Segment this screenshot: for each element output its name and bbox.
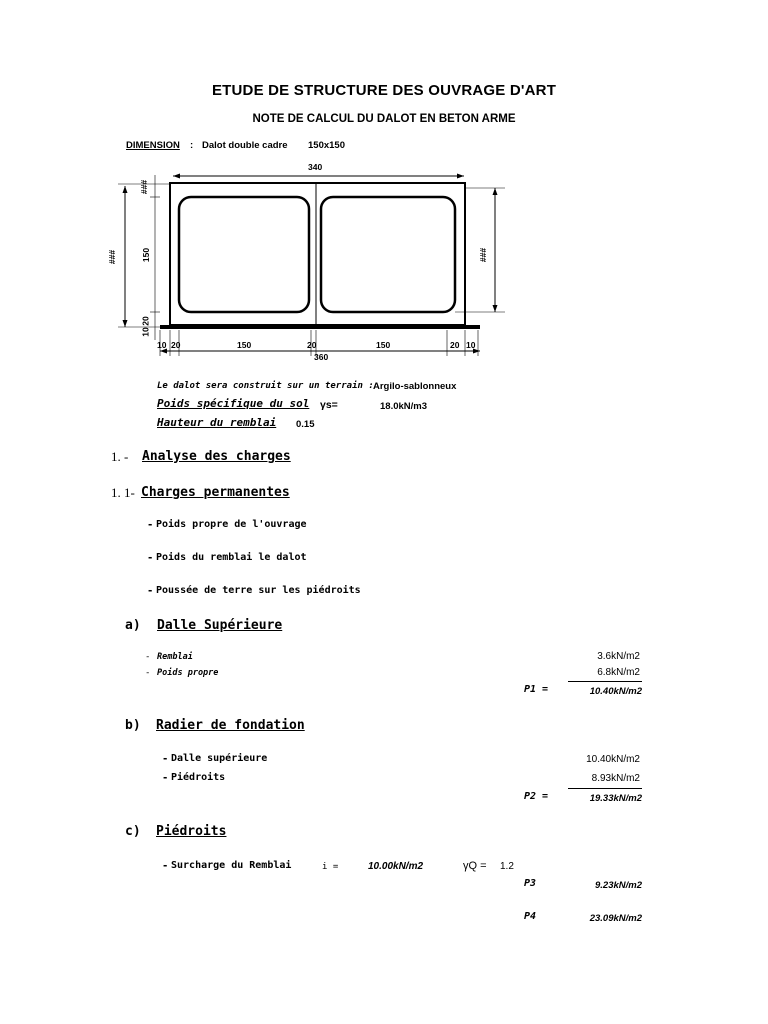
slab-sum-line: [568, 681, 642, 682]
dim-bottom-width: 360: [314, 352, 329, 362]
dimension-type: Dalot double cadre: [202, 140, 288, 151]
p3-label: P3: [524, 878, 537, 889]
dim-left-top-slab: ###: [139, 179, 150, 195]
raft-total-label: P2 =: [524, 791, 549, 802]
dim-left-height: 150: [141, 247, 152, 263]
list-dash: -: [145, 668, 151, 678]
slab-letter: a): [125, 618, 141, 633]
unit-weight-value: 18.0kN/m3: [380, 401, 428, 412]
slab-row-2-label: Poids propre: [157, 668, 219, 678]
raft-row-2-value: 8.93kN/m2: [591, 773, 640, 784]
left-dim-arrow-bottom: [123, 320, 128, 327]
slab-row-2-value: 6.8kN/m2: [597, 667, 640, 678]
list-dash: -: [162, 753, 169, 765]
dim-bottom-6: 20: [450, 340, 460, 350]
dim-left-total: ###: [107, 249, 118, 265]
document-subtitle: NOTE DE CALCUL DU DALOT EN BETON ARME: [252, 113, 516, 125]
dimension-size: 150x150: [308, 140, 345, 151]
culvert-outer-frame: [170, 183, 465, 325]
p4-value: 23.09kN/m2: [589, 913, 642, 924]
list-dash: -: [162, 860, 169, 872]
document-title: ETUDE DE STRUCTURE DES OUVRAGE D'ART: [211, 82, 557, 99]
section-1-number: 1. -: [111, 449, 129, 464]
bullet-dash: -: [147, 585, 154, 597]
p3-value: 9.23kN/m2: [594, 880, 642, 891]
soil-label: Le dalot sera construit sur un terrain :: [157, 381, 374, 391]
dimension-separator: :: [190, 140, 194, 151]
dim-left-bottom-20: 20: [140, 316, 151, 326]
list-dash: -: [162, 772, 169, 784]
walls-title: Piédroits: [156, 824, 227, 839]
dim-bottom-1: 10: [157, 340, 167, 350]
raft-row-1-label: Dalle supérieure: [171, 753, 268, 764]
bullet-item-3: Poussée de terre sur les piédroits: [156, 585, 361, 596]
gamma-q-value: 1.2: [500, 861, 514, 872]
left-dim-arrow-top: [123, 186, 128, 193]
fill-height-label: Hauteur du remblai: [157, 416, 277, 429]
bullet-dash: -: [147, 519, 154, 531]
p4-label: P4: [524, 911, 537, 922]
gamma-s-symbol: γs=: [320, 399, 338, 411]
dim-bottom-2: 20: [171, 340, 181, 350]
surcharge-label: Surcharge du Remblai: [171, 860, 292, 871]
fill-height-value: 0.15: [296, 419, 315, 430]
dim-bottom-5: 150: [376, 340, 391, 350]
cell-right: [321, 197, 455, 312]
slab-total-value: 10.40kN/m2: [589, 686, 642, 697]
top-dim-arrow-right: [457, 174, 464, 179]
slab-row-1-value: 3.6kN/m2: [597, 651, 640, 662]
dim-top-width: 340: [308, 162, 323, 172]
raft-row-1-value: 10.40kN/m2: [586, 754, 640, 765]
bullet-item-1: Poids propre de l'ouvrage: [156, 519, 307, 530]
raft-title: Radier de fondation: [156, 718, 305, 733]
gamma-q-label: γQ =: [463, 860, 487, 872]
section-1-1-title: Charges permanentes: [141, 485, 290, 500]
i-label: i =: [322, 862, 339, 872]
section-1-1-number: 1. 1-: [111, 485, 135, 500]
slab-row-1-label: Remblai: [157, 652, 193, 662]
base-slab: [160, 325, 480, 329]
raft-row-2-label: Piédroits: [171, 772, 226, 783]
dim-left-bottom-10: 10: [140, 327, 151, 337]
list-dash: -: [145, 652, 151, 662]
unit-weight-label: Poids spécifique du sol: [157, 397, 310, 410]
bullet-dash: -: [147, 552, 154, 564]
slab-total-label: P1 =: [524, 684, 549, 695]
bullet-item-2: Poids du remblai le dalot: [156, 552, 307, 563]
raft-letter: b): [125, 718, 141, 733]
right-dim-arrow-bottom: [493, 305, 498, 312]
soil-value: Argilo-sablonneux: [373, 381, 457, 392]
dim-bottom-4: 20: [307, 340, 317, 350]
slab-title: Dalle Supérieure: [157, 618, 283, 633]
raft-total-value: 19.33kN/m2: [589, 793, 642, 804]
section-1-title: Analyse des charges: [142, 449, 291, 464]
right-dim-arrow-top: [493, 188, 498, 195]
walls-letter: c): [125, 824, 141, 839]
top-dim-arrow-left: [173, 174, 180, 179]
dim-bottom-3: 150: [237, 340, 252, 350]
i-value: 10.00kN/m2: [368, 861, 424, 872]
dim-bottom-7: 10: [466, 340, 476, 350]
raft-sum-line: [568, 788, 642, 789]
dim-right-height: ###: [478, 247, 489, 263]
dimension-label: DIMENSION: [126, 140, 180, 151]
cell-left: [179, 197, 309, 312]
